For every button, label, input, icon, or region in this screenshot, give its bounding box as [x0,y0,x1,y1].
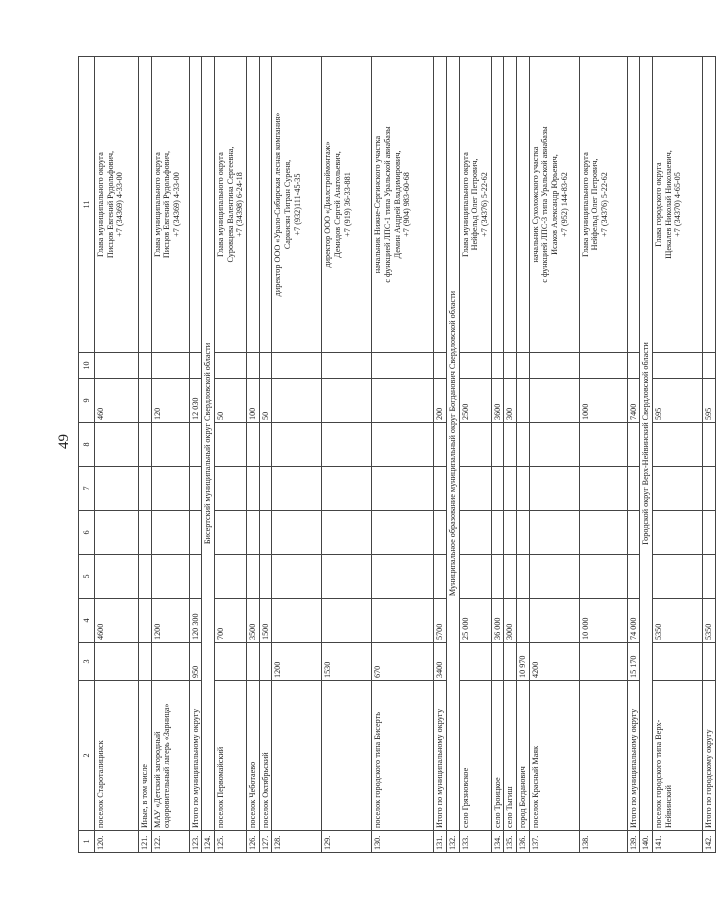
value-cell [247,555,260,599]
value-cell [215,423,247,467]
value-cell [247,643,260,681]
value-cell [703,643,716,681]
document-table-container [78,57,714,853]
value-cell [259,467,272,511]
settlement-name: Итого по городскому округу [703,681,716,831]
table-row [579,57,627,853]
contact-info [259,57,272,353]
contact-info [517,57,530,353]
value-cell: 3500 [247,599,260,643]
value-cell: 15 170 [627,643,640,681]
value-cell [372,379,434,423]
table-row [189,57,202,853]
value-cell: 595 [703,379,716,423]
column-header: 3 [79,643,95,681]
value-cell [434,555,447,599]
row-number: 120. [95,831,139,853]
value-cell [703,555,716,599]
value-cell [322,379,372,423]
value-cell [627,353,640,379]
value-cell: 460 [95,379,139,423]
row-number: 122. [151,831,189,853]
section-title: Городской округ Верх-Нейвинский Свердловской области [640,57,653,831]
value-cell: 1200 [151,599,189,643]
table-row [504,57,517,853]
value-cell [372,467,434,511]
value-cell [151,643,189,681]
value-cell: 36 000 [491,599,504,643]
settlement-name: село Троицкое [491,681,504,831]
table-body [79,57,716,853]
value-cell [459,423,491,467]
settlement-name: поселок Октябрьский [259,681,272,831]
value-cell [504,353,517,379]
value-cell [372,511,434,555]
value-cell [517,467,530,511]
value-cell: 3400 [434,643,447,681]
value-cell [139,353,152,379]
value-cell [434,511,447,555]
value-cell [491,643,504,681]
row-number: 128. [272,831,322,853]
value-cell [95,467,139,511]
contact-info: Глава муниципального округа Суровцева Валентина Сергеевна, +7 (34398) 6-24-18 [215,57,247,353]
value-cell: 5350 [703,599,716,643]
value-cell [247,511,260,555]
value-cell [95,423,139,467]
value-cell [517,379,530,423]
settlement-name: поселок городского типа Бисерть [372,681,434,831]
value-cell [529,353,579,379]
value-cell [504,511,517,555]
value-cell [272,555,322,599]
value-cell: 1500 [259,599,272,643]
value-cell [151,467,189,511]
value-cell [491,423,504,467]
value-cell [247,353,260,379]
column-header: 4 [79,599,95,643]
value-cell [215,555,247,599]
value-cell [627,467,640,511]
value-cell: 2500 [459,379,491,423]
value-cell [189,423,202,467]
value-cell: 25 000 [459,599,491,643]
value-cell: 7400 [627,379,640,423]
value-cell [517,599,530,643]
value-cell [504,467,517,511]
row-number: 130. [372,831,434,853]
value-cell [95,353,139,379]
value-cell [259,423,272,467]
value-cell [703,353,716,379]
value-cell [504,555,517,599]
value-cell [579,511,627,555]
row-number: 121. [139,831,152,853]
value-cell [517,423,530,467]
value-cell [459,511,491,555]
settlement-name [272,681,322,831]
value-cell: 5350 [653,599,703,643]
value-cell: 670 [372,643,434,681]
table-row [653,57,703,853]
value-cell [504,643,517,681]
table-row [139,57,152,853]
column-header: 11 [79,57,95,353]
value-cell [259,353,272,379]
value-cell [504,423,517,467]
settlement-name: Итого по муниципальному округу [189,681,202,831]
section-row [640,57,653,853]
row-number: 129. [322,831,372,853]
value-cell: 74 000 [627,599,640,643]
row-number: 133. [459,831,491,853]
value-cell [215,511,247,555]
value-cell [189,511,202,555]
value-cell: 200 [434,379,447,423]
value-cell [459,353,491,379]
value-cell [322,467,372,511]
column-header: 8 [79,423,95,467]
settlement-name: село Тыгиш [504,681,517,831]
row-number: 126. [247,831,260,853]
row-number: 137. [529,831,579,853]
value-cell [459,643,491,681]
contact-info: Глава муниципального округа Писцов Евгений Рудольфович, +7 (34369) 4-33-00 [95,57,139,353]
row-number: 138. [579,831,627,853]
value-cell: 5700 [434,599,447,643]
value-cell [139,555,152,599]
value-cell [459,467,491,511]
value-cell [434,423,447,467]
value-cell: 10 970 [517,643,530,681]
value-cell [215,643,247,681]
value-cell: 4200 [529,643,579,681]
value-cell [322,599,372,643]
value-cell [491,511,504,555]
row-number: 136. [517,831,530,853]
value-cell [259,643,272,681]
value-cell [322,511,372,555]
value-cell [653,423,703,467]
value-cell [372,423,434,467]
value-cell [151,555,189,599]
value-cell [272,599,322,643]
value-cell: 100 [247,379,260,423]
value-cell [653,643,703,681]
table-row [95,57,139,853]
section-row [447,57,460,853]
table-row [151,57,189,853]
value-cell: 1530 [322,643,372,681]
contact-info: Глава городского округа Щекалев Николай Николаевич, +7 (34370) 4-65-05 [653,57,703,353]
settlement-name: поселок Чеботаево [247,681,260,831]
row-number: 132. [447,831,460,853]
row-number: 141. [653,831,703,853]
value-cell [272,379,322,423]
value-cell [627,511,640,555]
column-header: 9 [79,379,95,423]
value-cell [372,599,434,643]
value-cell [189,467,202,511]
row-number: 127. [259,831,272,853]
table-row [529,57,579,853]
value-cell [459,555,491,599]
value-cell [372,353,434,379]
value-cell [139,379,152,423]
value-cell [491,353,504,379]
row-number: 142. [703,831,716,853]
value-cell [189,353,202,379]
value-cell [272,511,322,555]
settlement-name: город Богданович [517,681,530,831]
row-number: 123. [189,831,202,853]
column-header: 6 [79,511,95,555]
value-cell [372,555,434,599]
value-cell: 50 [259,379,272,423]
row-number: 125. [215,831,247,853]
contact-info: директор ООО «Урало-Сибирская лесная компания» Саркисян Тигран Суреня, +7 (932)111-45-35 [272,57,322,353]
table-row [247,57,260,853]
value-cell: 50 [215,379,247,423]
value-cell [322,423,372,467]
value-cell: 120 300 [189,599,202,643]
value-cell: 700 [215,599,247,643]
value-cell [517,511,530,555]
value-cell [247,467,260,511]
contact-info [189,57,202,353]
value-cell [529,555,579,599]
value-cell: 120 [151,379,189,423]
contact-info [627,57,640,353]
value-cell [703,467,716,511]
value-cell [189,555,202,599]
column-header: 2 [79,681,95,831]
value-cell [529,423,579,467]
column-header: 1 [79,831,95,853]
value-cell [579,353,627,379]
value-cell [529,511,579,555]
value-cell [579,423,627,467]
table-row [459,57,491,853]
row-number: 135. [504,831,517,853]
value-cell [653,555,703,599]
value-cell [579,555,627,599]
value-cell [272,423,322,467]
table-row [627,57,640,853]
value-cell [151,511,189,555]
value-cell: 1200 [272,643,322,681]
row-number: 131. [434,831,447,853]
value-cell [247,423,260,467]
value-cell: 1000 [579,379,627,423]
contact-info [491,57,504,353]
value-cell [529,599,579,643]
row-number: 139. [627,831,640,853]
value-cell [491,467,504,511]
value-cell [139,511,152,555]
value-cell [95,643,139,681]
settlement-name: поселок Староталицинск [95,681,139,831]
value-cell [627,423,640,467]
value-cell: 950 [189,643,202,681]
contact-info: Глава муниципального округа Нейфельд Олег Петрович, +7 (34376) 5-22-62 [579,57,627,353]
contact-info [703,57,716,353]
value-cell [653,511,703,555]
value-cell [529,467,579,511]
settlement-name: Итого по муниципальному округу [627,681,640,831]
contact-info: директор ООО «Диалстроймонтаж» Демидов Сергей Анатольевич, +7 (919) 36-33-881 [322,57,372,353]
value-cell [653,467,703,511]
settlement-name: МАУ «Детский загородный оздоровительный лагерь «Зарница» [151,681,189,831]
value-cell [579,467,627,511]
table-row [517,57,530,853]
value-cell [322,555,372,599]
row-number: 134. [491,831,504,853]
value-cell [272,467,322,511]
value-cell [139,599,152,643]
contact-info: Глава муниципального округа Нейфельд Олег Петрович, +7 (34376) 5-22-62 [459,57,491,353]
column-header: 5 [79,555,95,599]
table-row [259,57,272,853]
value-cell: 10 000 [579,599,627,643]
contact-info [434,57,447,353]
value-cell [259,511,272,555]
value-cell [322,353,372,379]
value-cell: 12 030 [189,379,202,423]
section-title: Бисертский муниципальный округ Свердловской области [202,57,215,831]
value-cell: 4600 [95,599,139,643]
settlement-name: село Грязновское [459,681,491,831]
value-cell [151,353,189,379]
section-row [202,57,215,853]
value-cell: 3000 [504,599,517,643]
settlement-name: поселок Красный Маяк [529,681,579,831]
value-cell [139,423,152,467]
table-row [372,57,434,853]
column-header: 7 [79,467,95,511]
value-cell [215,353,247,379]
contact-info [139,57,152,353]
page-number: 49 [56,434,72,449]
value-cell [139,643,152,681]
settlement-name [322,681,372,831]
table-row [703,57,716,853]
value-cell [434,353,447,379]
contact-info: начальник Нижне-Сергинского участка с функцией ЛПС-1 типа Уральской авиабазы Демин Андрей Владимирович, +7 (904) 983-60-68 [372,57,434,353]
settlement-name: Итого по муниципальному округу [434,681,447,831]
table-row [491,57,504,853]
settlement-name: поселок Первомайский [215,681,247,831]
value-cell [491,555,504,599]
value-cell [151,423,189,467]
table-row [322,57,372,853]
row-number: 140. [640,831,653,853]
value-cell [653,353,703,379]
section-title: Муниципальное образование муниципальный округ Богданович Свердловской области [447,57,460,831]
row-number: 124. [202,831,215,853]
value-cell [703,423,716,467]
value-cell [272,353,322,379]
value-cell [529,379,579,423]
value-cell [434,467,447,511]
value-cell [703,511,716,555]
value-cell [627,555,640,599]
value-cell: 3600 [491,379,504,423]
value-cell [259,555,272,599]
value-cell: 595 [653,379,703,423]
value-cell [517,353,530,379]
value-cell: 300 [504,379,517,423]
contact-info [504,57,517,353]
contact-info: начальник Сухоложского участка с функцией ЛПС-3 типа Уральской авиабазы Исаков Александр Юрьевич, +7 (952) 144-83-62 [529,57,579,353]
settlement-name: Иные, в том числе [139,681,152,831]
contact-info [247,57,260,353]
table-row [215,57,247,853]
table-row [272,57,322,853]
table-header-row [79,57,95,853]
column-header: 10 [79,353,95,379]
value-cell [517,555,530,599]
contact-info: Глава муниципального округа Писцов Евгений Рудольфович, +7 (34369) 4-33-00 [151,57,189,353]
fire-resources-table [78,56,716,853]
settlement-name: поселок городского типа Верх-Нейвинский [653,681,703,831]
value-cell [95,511,139,555]
table-row [434,57,447,853]
value-cell [139,467,152,511]
settlement-name [579,681,627,831]
value-cell [579,643,627,681]
value-cell [95,555,139,599]
value-cell [215,467,247,511]
